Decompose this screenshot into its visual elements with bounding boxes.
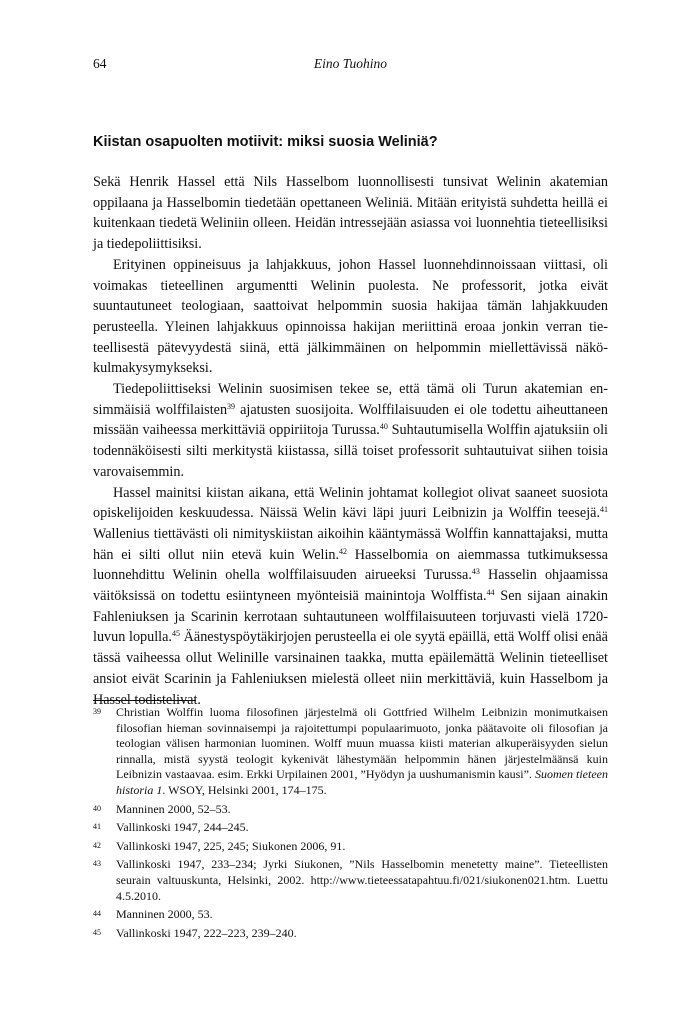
text-run: ajatusten suosijoita. Wolffilaisuuden ei ole todettu aiheuttaneen missään vaiheessa merkittäviä oppiriitoja Turussa. [93,401,609,439]
footnote-number: 39 [93,707,101,716]
text-run: Manninen 2000, 53. [116,907,213,922]
footnote [93,839,608,855]
text-run: Tiedepoliittiseksi Welinin suosimisen tekee se, että tämä oli Turun akatemian ensimmäisiä wolffilaisten [93,381,608,418]
section-heading: Kiistan osapuolten motiivit: miksi suosia Weliniä? [93,134,438,150]
footnote-reference: 45 [171,629,180,639]
text-run: Manninen 2000, 52–53. [116,801,231,816]
footnote-number: 43 [93,859,101,869]
italic-title: Suomen tieteen historia 1 [116,767,608,797]
footnote [93,705,608,799]
footnote-divider [93,700,196,701]
footnote-text [116,926,608,942]
footnote-reference: 41 [600,505,608,515]
paragraph [93,483,608,711]
text-run: Christian Wolffin luoma filosofinen järjestelmä oli Gottfried Wilhelm Leibnizin monimutkaisen filosofian hieman sovinnaisempi ja rajoitettumpi populaarimuoto, jonka päätavoite oli filosofian ja teologian välisen harmonian luominen. Wolff muun muassa kiisti materian alkuperäisyyden sielun rinnalla, mistä syystä teologit kykenivät lähestymään helpommin hänen järjestelmäänsä kuin Leibnizin vastaavaa. esim. Erkki Urpilainen 2001, ”Hyödyn ja uushumanismin kausi”. [116,705,608,782]
text-run: Vallinkoski 1947, 225, 245; Siukonen 2006, 91. [116,838,346,853]
text-run: Äänestyspöytäkirjojen perusteella ei ole syytä epäillä, että Wolff olisi enää tässä vaiheessa ollut Welinille varsinainen taakka, mutta epäilemättä Welinin tieteelliset ansiot eivät Scarinin ja Fahleniuksen mielestä olleet niin merkittäviä, kuin Hasselbom ja Hassel todistelivat. [93,629,608,708]
running-head [93,56,608,72]
footnote-number: 41 [93,822,101,832]
running-title: Eino Tuohino [313,56,388,71]
text-run: Wallenius tiettävästi oli nimityskiistan aikoihin kääntymässä Wolffin kannattajaksi, mutta hän ei silti ollut niin etevä kuin Welin. [93,525,608,563]
text-run: Sen sijaan ainakin Fahleniuksen ja Scarinin kerrotaan suhtautuneen wolffilaisuuteen torjuvasti vielä 1720-luvun lopulla. [93,588,608,646]
footnote-text [116,820,608,836]
text-run: Hasselbomia on aiemmassa tutkimuksessa luonnehdittu Welinin ohella wolffilaisuuden airueeksi Turussa. [93,546,608,584]
footnote-reference: 39 [227,401,236,411]
book-page [93,0,608,1014]
page-number: 64 [93,56,107,71]
footnote-number: 45 [93,927,101,937]
footnote-number: 44 [93,909,101,919]
footnote [93,820,608,836]
text-run: Suhtautumisella Wolffin ajatuksiin oli todennäköisesti silti merkitystä kiistassa, sillä toiset professorit suhtautuivat siihen toisia varovaisemmin. [93,422,608,480]
footnote-reference: 40 [379,422,388,432]
body-text [93,172,608,710]
footnote-text [116,857,608,904]
paragraph [93,379,608,483]
footnote-reference: 42 [339,546,348,556]
footnote [93,907,608,923]
footnote-number: 42 [93,840,101,850]
paragraph [93,255,608,379]
text-run: Vallinkoski 1947, 233–234; Jyrki Siukonen, ”Nils Hasselbomin menetetty maine”. Tieteellisten seurain valtuuskunta, Helsinki, 2002. http://www.tieteessatapahtuu.fi/021/siukonen021.htm. Luettu 4.5.2010. [116,857,608,903]
footnote-reference: 43 [471,567,480,577]
footnote-text [116,907,608,923]
footnote-text [116,802,608,818]
footnote [93,802,608,818]
text-run: Erityinen oppineisuus ja lahjakkuus, johon Hassel luonnehdinnoissaan viittasi, oli voimakas tieteellinen argumentti Welinin puolesta. Ne professorit, jotka eivät suuntautuneet teologiaan, saattoivat helpommin suosia hakijaa tämän lahjakkuuden perusteella. Yleinen lahjakkuus opinnoissa hakijan meriittinä eroaa jonkin verran tieteellisestä pätevyydestä siinä, että jälkimmäinen on helpommin miellettävissä näkökulmakysymykseksi. [93,256,608,377]
text-run: Hasselin ohjaamissa väitöksissä on todettu esiintyneen myönteisiä mainintoja Wolffista. [93,567,608,605]
footnotes [93,705,608,944]
footnote-reference: 44 [486,588,495,598]
paragraph [93,172,608,255]
text-run: Hassel mainitsi kiistan aikana, että Welinin johtamat kollegiot olivat saaneet suosiota opiskelijoiden keskuudessa. Näissä Welin kävi läpi juuri Leibnizin ja Wolffin teesejä. [93,484,608,522]
text-run: . WSOY, Helsinki 2001, 174–175. [162,782,327,797]
footnote [93,926,608,942]
text-run: Vallinkoski 1947, 222–223, 239–240. [116,925,297,940]
text-run: Vallinkoski 1947, 244–245. [116,820,249,835]
footnote-text [116,705,608,799]
footnote [93,857,608,904]
text-run: Sekä Henrik Hassel että Nils Hasselbom luonnollisesti tunsivat Welinin akatemian oppilaana ja Hasselbomin tiedetään opettaneen Weliniä. Mitään erityistä suhdetta heillä ei kuitenkaan tiedetä Weliniin olleen. Heidän intressejään asiassa voi luonnehtia tieteellisiksi ja tiedepoliittisiksi. [93,174,608,253]
footnote-number: 40 [93,803,101,813]
footnote-text [116,839,608,855]
